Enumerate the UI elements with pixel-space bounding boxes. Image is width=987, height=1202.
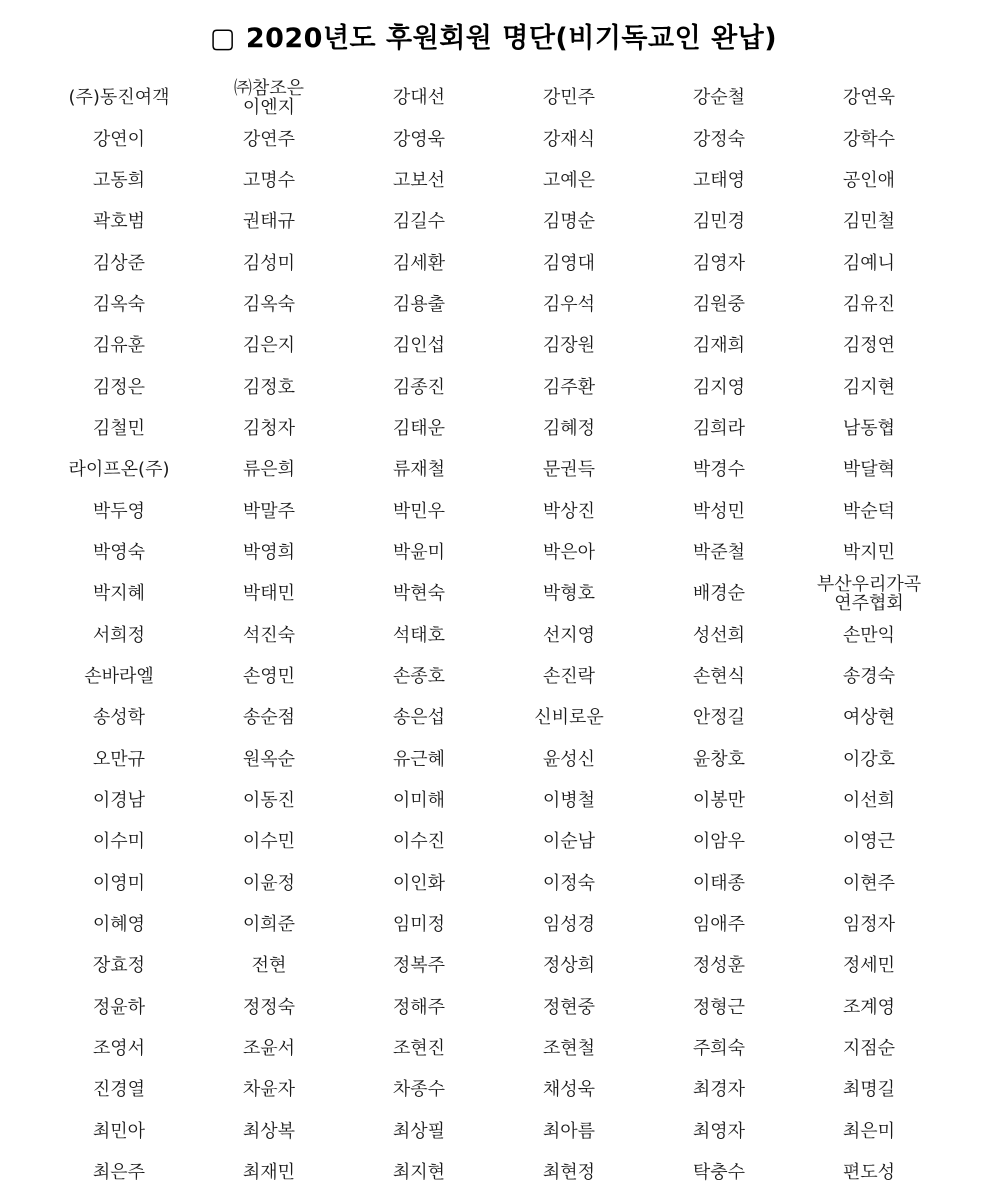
member-name: 조현철 bbox=[542, 1038, 596, 1060]
member-name: 강학수 bbox=[842, 128, 896, 150]
member-name: 전현 bbox=[251, 955, 287, 977]
member-row bbox=[44, 1069, 944, 1110]
member-name: 신비로운 bbox=[534, 707, 604, 729]
member-name: 송경숙 bbox=[842, 665, 896, 687]
member-name: 김인섭 bbox=[392, 335, 446, 357]
member-name: 김옥숙 bbox=[92, 293, 146, 315]
member-name: 정정숙 bbox=[242, 996, 296, 1018]
member-name: 김철민 bbox=[92, 417, 146, 439]
member-name: 이태종 bbox=[692, 872, 746, 894]
member-name: 정윤하 bbox=[92, 996, 146, 1018]
member-name: 최상복 bbox=[242, 1120, 296, 1142]
member-row bbox=[44, 863, 944, 904]
member-name: 조윤서 bbox=[242, 1038, 296, 1060]
member-row bbox=[44, 904, 944, 945]
member-name: 윤창호 bbox=[692, 748, 746, 770]
member-name: 김주환 bbox=[542, 376, 596, 398]
member-row bbox=[44, 532, 944, 573]
member-name: 김길수 bbox=[392, 211, 446, 233]
member-row bbox=[44, 490, 944, 531]
member-name: 김원중 bbox=[692, 293, 746, 315]
member-grid bbox=[44, 77, 944, 1193]
member-name: 정해주 bbox=[392, 996, 446, 1018]
member-row bbox=[44, 118, 944, 159]
member-name: 이수민 bbox=[242, 831, 296, 853]
member-name: 박윤미 bbox=[392, 541, 446, 563]
member-name: 김장원 bbox=[542, 335, 596, 357]
member-name: 이수미 bbox=[92, 831, 146, 853]
member-name: 채성욱 bbox=[542, 1079, 596, 1101]
member-name: 김명순 bbox=[542, 211, 596, 233]
member-name: 김은지 bbox=[242, 335, 296, 357]
member-name: 김세환 bbox=[392, 252, 446, 274]
member-name: 박순덕 bbox=[842, 500, 896, 522]
member-name: 박성민 bbox=[692, 500, 746, 522]
page-title: ▢ 2020년도 후원회원 명단(비기독교인 완납) bbox=[209, 23, 778, 54]
member-name: ㈜참조은 이엔지 bbox=[233, 77, 305, 118]
member-name: 정복주 bbox=[392, 955, 446, 977]
member-name: 최현정 bbox=[542, 1162, 596, 1184]
member-name: 강대선 bbox=[392, 87, 446, 109]
member-name: 이영근 bbox=[842, 831, 896, 853]
member-name: 이윤정 bbox=[242, 872, 296, 894]
member-row bbox=[44, 614, 944, 655]
member-row bbox=[44, 1111, 944, 1152]
member-name: 고동희 bbox=[92, 169, 146, 191]
member-row bbox=[44, 656, 944, 697]
member-name: 최지현 bbox=[392, 1162, 446, 1184]
member-name: 이동진 bbox=[242, 790, 296, 812]
member-name: 김정연 bbox=[842, 335, 896, 357]
member-name: 이경남 bbox=[92, 790, 146, 812]
member-name: 손영민 bbox=[242, 665, 296, 687]
member-name: 손현식 bbox=[692, 665, 746, 687]
member-name: 강민주 bbox=[542, 87, 596, 109]
member-name: 이순남 bbox=[542, 831, 596, 853]
member-name: 강연욱 bbox=[842, 87, 896, 109]
member-name: 권태규 bbox=[242, 211, 296, 233]
member-name: 이희준 bbox=[242, 914, 296, 936]
member-name: 김성미 bbox=[242, 252, 296, 274]
member-row bbox=[44, 408, 944, 449]
member-name: 김유훈 bbox=[92, 335, 146, 357]
member-name: 최명길 bbox=[842, 1079, 896, 1101]
member-name: 유근혜 bbox=[392, 748, 446, 770]
member-row bbox=[44, 449, 944, 490]
member-name: 김재희 bbox=[692, 335, 746, 357]
member-name: 남동협 bbox=[842, 417, 896, 439]
member-name: 강연이 bbox=[92, 128, 146, 150]
member-name: 김옥숙 bbox=[242, 293, 296, 315]
member-name: 김용출 bbox=[392, 293, 446, 315]
member-name: 이미해 bbox=[392, 790, 446, 812]
member-name: 손진락 bbox=[542, 665, 596, 687]
member-name: 김유진 bbox=[842, 293, 896, 315]
member-name: 이강호 bbox=[842, 748, 896, 770]
member-name: 임성경 bbox=[542, 914, 596, 936]
member-name: 김영자 bbox=[692, 252, 746, 274]
member-name: 손만익 bbox=[842, 624, 896, 646]
member-row bbox=[44, 987, 944, 1028]
member-name: 김희라 bbox=[692, 417, 746, 439]
member-name: 곽호범 bbox=[92, 211, 146, 233]
member-name: 박달혁 bbox=[842, 459, 896, 481]
member-name: 김상준 bbox=[92, 252, 146, 274]
member-row bbox=[44, 739, 944, 780]
member-name: 라이프온(주) bbox=[68, 459, 170, 481]
member-row bbox=[44, 325, 944, 366]
member-row bbox=[44, 821, 944, 862]
member-name: 오만규 bbox=[92, 748, 146, 770]
member-name: 최영자 bbox=[692, 1120, 746, 1142]
member-name: 박상진 bbox=[542, 500, 596, 522]
member-name: 이병철 bbox=[542, 790, 596, 812]
member-name: 정현중 bbox=[542, 996, 596, 1018]
member-row bbox=[44, 77, 944, 118]
member-name: 최은주 bbox=[92, 1162, 146, 1184]
member-name: 성선희 bbox=[692, 624, 746, 646]
member-name: 송은섭 bbox=[392, 707, 446, 729]
member-name: 탁충수 bbox=[692, 1162, 746, 1184]
member-name: 박두영 bbox=[92, 500, 146, 522]
member-name: 강순철 bbox=[692, 87, 746, 109]
member-name: 고명수 bbox=[242, 169, 296, 191]
member-name: 진경열 bbox=[92, 1079, 146, 1101]
member-name: 박말주 bbox=[242, 500, 296, 522]
member-name: 최민아 bbox=[92, 1120, 146, 1142]
member-name: 차윤자 bbox=[242, 1079, 296, 1101]
member-name: 김혜정 bbox=[542, 417, 596, 439]
member-name: 장효정 bbox=[92, 955, 146, 977]
member-name: 이봉만 bbox=[692, 790, 746, 812]
member-name: 임미정 bbox=[392, 914, 446, 936]
member-name: 고보선 bbox=[392, 169, 446, 191]
member-name: 최은미 bbox=[842, 1120, 896, 1142]
member-name: 고태영 bbox=[692, 169, 746, 191]
member-name: 이인화 bbox=[392, 872, 446, 894]
member-row bbox=[44, 780, 944, 821]
member-row bbox=[44, 242, 944, 283]
member-name: 박태민 bbox=[242, 583, 296, 605]
member-name: 조현진 bbox=[392, 1038, 446, 1060]
member-name: 김예니 bbox=[842, 252, 896, 274]
member-name: 류재철 bbox=[392, 459, 446, 481]
member-name: 박영희 bbox=[242, 541, 296, 563]
member-name: 여상현 bbox=[842, 707, 896, 729]
member-name: 이선희 bbox=[842, 790, 896, 812]
member-name: 강연주 bbox=[242, 128, 296, 150]
member-name: 박현숙 bbox=[392, 583, 446, 605]
member-name: 박준철 bbox=[692, 541, 746, 563]
member-name: 손바라엘 bbox=[84, 665, 154, 687]
member-name: 박지혜 bbox=[92, 583, 146, 605]
member-name: 고예은 bbox=[542, 169, 596, 191]
member-row bbox=[44, 1028, 944, 1069]
member-name: 지점순 bbox=[842, 1038, 896, 1060]
member-name: 김우석 bbox=[542, 293, 596, 315]
member-name: 최경자 bbox=[692, 1079, 746, 1101]
member-row bbox=[44, 573, 944, 614]
member-name: 박형호 bbox=[542, 583, 596, 605]
member-name: 차종수 bbox=[392, 1079, 446, 1101]
member-name: 강재식 bbox=[542, 128, 596, 150]
member-name: 정형근 bbox=[692, 996, 746, 1018]
member-name: (주)동진여객 bbox=[68, 87, 170, 109]
member-row bbox=[44, 945, 944, 986]
member-name: 김지현 bbox=[842, 376, 896, 398]
member-name: 석진숙 bbox=[242, 624, 296, 646]
member-name: 편도성 bbox=[842, 1162, 896, 1184]
member-name: 이수진 bbox=[392, 831, 446, 853]
member-name: 송순점 bbox=[242, 707, 296, 729]
member-row bbox=[44, 366, 944, 407]
member-name: 이영미 bbox=[92, 872, 146, 894]
member-row bbox=[44, 201, 944, 242]
member-name: 박은아 bbox=[542, 541, 596, 563]
member-name: 최아름 bbox=[542, 1120, 596, 1142]
member-name: 김태운 bbox=[392, 417, 446, 439]
member-name: 박지민 bbox=[842, 541, 896, 563]
member-name: 김종진 bbox=[392, 376, 446, 398]
member-name: 강영욱 bbox=[392, 128, 446, 150]
member-name: 박경수 bbox=[692, 459, 746, 481]
member-name: 선지영 bbox=[542, 624, 596, 646]
member-name: 이정숙 bbox=[542, 872, 596, 894]
member-name: 이혜영 bbox=[92, 914, 146, 936]
member-name: 서희정 bbox=[92, 624, 146, 646]
member-name: 박영숙 bbox=[92, 541, 146, 563]
member-name: 류은희 bbox=[242, 459, 296, 481]
member-name: 부산우리가곡 연주협회 bbox=[816, 573, 922, 614]
member-name: 조계영 bbox=[842, 996, 896, 1018]
member-name: 조영서 bbox=[92, 1038, 146, 1060]
member-name: 정상희 bbox=[542, 955, 596, 977]
member-name: 안정길 bbox=[692, 707, 746, 729]
member-name: 김민경 bbox=[692, 211, 746, 233]
member-name: 김청자 bbox=[242, 417, 296, 439]
member-name: 송성학 bbox=[92, 707, 146, 729]
member-name: 박민우 bbox=[392, 500, 446, 522]
member-name: 김민철 bbox=[842, 211, 896, 233]
member-name: 강정숙 bbox=[692, 128, 746, 150]
member-name: 임애주 bbox=[692, 914, 746, 936]
member-name: 배경순 bbox=[692, 583, 746, 605]
member-name: 최재민 bbox=[242, 1162, 296, 1184]
member-name: 이현주 bbox=[842, 872, 896, 894]
member-name: 김영대 bbox=[542, 252, 596, 274]
member-name: 주희숙 bbox=[692, 1038, 746, 1060]
member-name: 김정은 bbox=[92, 376, 146, 398]
member-name: 정세민 bbox=[842, 955, 896, 977]
member-row bbox=[44, 284, 944, 325]
member-name: 공인애 bbox=[842, 169, 896, 191]
member-name: 정성훈 bbox=[692, 955, 746, 977]
member-name: 문권득 bbox=[542, 459, 596, 481]
member-name: 손종호 bbox=[392, 665, 446, 687]
member-name: 원옥순 bbox=[242, 748, 296, 770]
member-name: 윤성신 bbox=[542, 748, 596, 770]
member-row bbox=[44, 697, 944, 738]
member-name: 이암우 bbox=[692, 831, 746, 853]
member-row bbox=[44, 1152, 944, 1193]
member-row bbox=[44, 160, 944, 201]
member-name: 김지영 bbox=[692, 376, 746, 398]
member-name: 임정자 bbox=[842, 914, 896, 936]
member-name: 김정호 bbox=[242, 376, 296, 398]
member-name: 최상필 bbox=[392, 1120, 446, 1142]
member-name: 석태호 bbox=[392, 624, 446, 646]
